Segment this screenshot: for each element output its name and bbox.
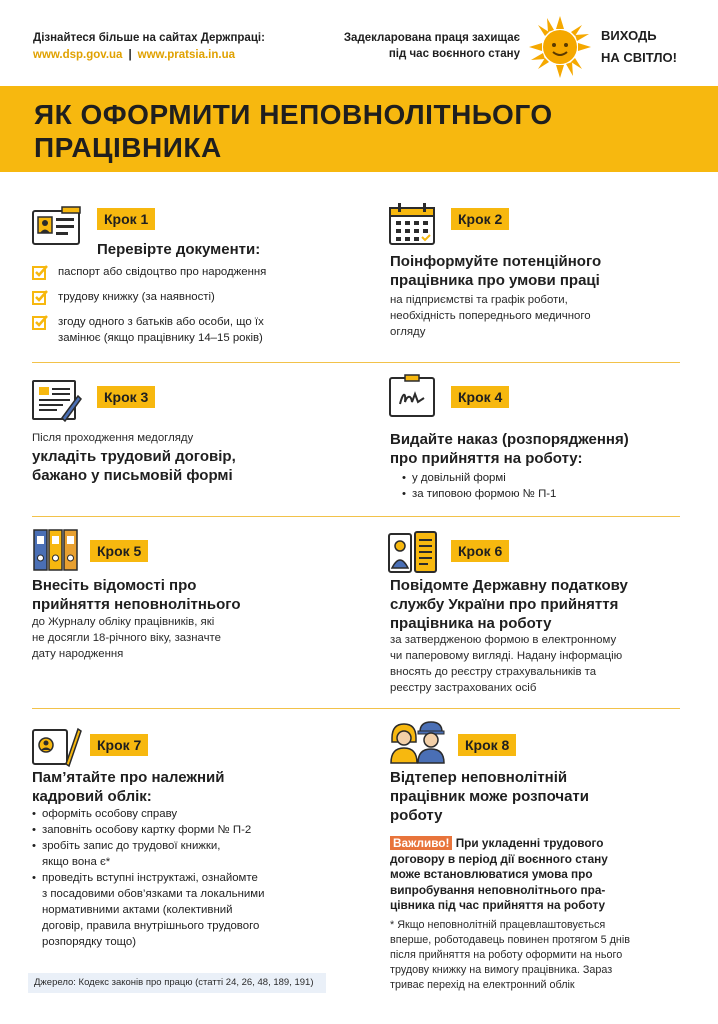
learn-more-text: Дізнайтеся більше на сайтах Держпраці: bbox=[33, 32, 265, 44]
step3-heading-line-1: укладіть трудовий договір, bbox=[32, 448, 236, 465]
step6-text-line-3: вносять до реєстру страхувальників та bbox=[390, 666, 597, 678]
list-item: • за типовою формою № П-1 bbox=[402, 486, 556, 502]
footnote-line-4: трудову книжку на вимогу працівника. Зараз bbox=[390, 964, 613, 976]
step7-heading bbox=[32, 768, 332, 806]
footnote-line-2: вперше, роботодавець повинен протягом 5 днів bbox=[390, 934, 631, 946]
step8-heading bbox=[390, 768, 690, 825]
step4-heading-line-1: Видайте наказ (розпорядження) bbox=[390, 431, 629, 448]
step3-heading-line-2: бажано у письмовій формі bbox=[32, 467, 233, 484]
step2-badge: Крок 2 bbox=[451, 208, 509, 230]
step6-heading-line-3: працівника на роботу bbox=[390, 615, 552, 632]
step8-warning-line-3: може встановлюватися умова про bbox=[390, 867, 593, 881]
step5-heading-line-1: Внесіть відомості про bbox=[32, 577, 197, 594]
step1-item-3-cont: замінює (якщо працівнику 14–15 років) bbox=[58, 332, 263, 344]
list-item bbox=[32, 870, 332, 950]
step5-heading bbox=[32, 576, 332, 614]
calendar-icon bbox=[388, 202, 438, 246]
step6-heading bbox=[390, 576, 700, 633]
list-item bbox=[32, 838, 332, 870]
footnote-line-3: після прийняття на роботу оформити на нього bbox=[390, 949, 623, 961]
step8-warning-line-1: При укладенні трудового bbox=[455, 836, 604, 850]
profile-pen-icon bbox=[32, 724, 82, 768]
step8-badge: Крок 8 bbox=[458, 734, 516, 756]
step1-item-2: трудову книжку (за наявності) bbox=[58, 291, 215, 303]
id-card-icon bbox=[32, 206, 82, 250]
slogan-line-2: під час воєнного стану bbox=[388, 48, 520, 60]
step8-footnote bbox=[390, 918, 710, 993]
footnote-line-1: * Якщо неповнолітній працевлаштовується bbox=[390, 919, 606, 931]
list-item: • заповніть особову картку форми № П-2 bbox=[32, 822, 332, 838]
source-note: Джерело: Кодекс законів про працю (статті 24, 26, 48, 189, 191) bbox=[28, 973, 326, 993]
sun-logo-icon bbox=[527, 14, 593, 80]
step7-heading-line-2: кадровий облік: bbox=[32, 788, 152, 805]
step3-badge: Крок 3 bbox=[97, 386, 155, 408]
step4-badge: Крок 4 bbox=[451, 386, 509, 408]
step7-item-4-cont-2: нормативними актами (колективний bbox=[42, 904, 233, 916]
list-item bbox=[32, 264, 332, 280]
step2-text-line-3: огляду bbox=[390, 326, 426, 338]
step4-heading bbox=[390, 430, 700, 468]
title-line-1: ЯК ОФОРМИТИ НЕПОВНОЛІТНЬОГО bbox=[34, 99, 553, 130]
step7-item-4: проведіть вступні інструктажі, ознайомте bbox=[42, 872, 258, 884]
footnote-line-5: триває перехід на електронний облік bbox=[390, 979, 575, 991]
step7-list bbox=[32, 806, 332, 950]
step6-heading-line-2: службу України про прийняття bbox=[390, 596, 619, 613]
step4-heading-line-2: про прийняття на роботу: bbox=[390, 450, 583, 467]
step6-text-line-1: за затвердженою формою в електронному bbox=[390, 634, 617, 646]
step3-heading bbox=[32, 447, 332, 485]
step5-heading-line-2: прийняття неповнолітнього bbox=[32, 596, 241, 613]
two-workers-icon bbox=[388, 718, 446, 764]
step7-item-3-cont: якщо вона є* bbox=[42, 856, 111, 868]
step5-text-line-2: не досягли 18-річного віку, зазначте bbox=[32, 632, 221, 644]
step5-text bbox=[32, 614, 332, 662]
checkbox-icon bbox=[32, 289, 48, 305]
step8-warning bbox=[390, 836, 690, 914]
important-label: Важливо! bbox=[390, 836, 452, 850]
document-pen-icon bbox=[32, 378, 82, 422]
step1-item-1: паспорт або свідоцтво про народження bbox=[58, 266, 267, 278]
step5-badge: Крок 5 bbox=[90, 540, 148, 562]
step2-heading-line-1: Поінформуйте потенційного bbox=[390, 253, 602, 270]
step7-badge: Крок 7 bbox=[90, 734, 148, 756]
step6-text-line-4: реєстру застрахованих осіб bbox=[390, 682, 537, 694]
step6-heading-line-1: Повідомте Державну податкову bbox=[390, 577, 628, 594]
divider bbox=[32, 362, 680, 363]
step7-heading-line-1: Пам’ятайте про належний bbox=[32, 769, 225, 786]
step4-list bbox=[402, 470, 556, 502]
list-item bbox=[32, 289, 332, 305]
step8-warning-line-5: цівника під час прийняття на роботу bbox=[390, 898, 606, 912]
step7-item-3: зробіть запис до трудової книжки, bbox=[42, 840, 221, 852]
checkbox-icon bbox=[32, 314, 48, 330]
step8-heading-line-1: Відтепер неповнолітній bbox=[390, 769, 568, 786]
step8-warning-line-4: випробування неповнолітнього пра- bbox=[390, 882, 606, 897]
worker-form-icon bbox=[388, 530, 438, 574]
checkbox-icon bbox=[32, 264, 48, 280]
step2-text bbox=[390, 292, 690, 340]
list-item: • оформіть особову справу bbox=[32, 806, 332, 822]
step5-text-line-1: до Журналу обліку працівників, які bbox=[32, 616, 215, 628]
step6-badge: Крок 6 bbox=[451, 540, 509, 562]
list-item: • у довільній формі bbox=[402, 470, 556, 486]
step2-heading bbox=[390, 252, 690, 290]
step6-text-line-2: чи паперовому вигляді. Надану інформацію bbox=[390, 650, 623, 662]
link-pratsia[interactable]: www.pratsia.in.ua bbox=[137, 49, 236, 61]
brand-line-2: НА СВІТЛО! bbox=[601, 50, 677, 65]
step8-warning-line-2: договору в період дії воєнного стану bbox=[390, 851, 608, 866]
slogan-line-1: Задекларована праця захищає bbox=[343, 32, 520, 44]
list-item bbox=[32, 314, 332, 346]
step8-heading-line-2: працівник може розпочати bbox=[390, 788, 589, 805]
link-dsp[interactable]: www.dsp.gov.ua bbox=[33, 49, 123, 61]
step2-heading-line-2: працівника про умови праці bbox=[390, 272, 600, 289]
step7-item-4-cont-1: з посадовими обов’язками та локальними bbox=[42, 888, 265, 900]
divider bbox=[32, 708, 680, 709]
step2-text-line-2: необхідність попереднього медичного bbox=[390, 310, 591, 322]
page-header bbox=[0, 0, 718, 86]
brand-line-1: ВИХОДЬ bbox=[601, 28, 657, 43]
step1-item-3: згоду одного з батьків або особи, що їх bbox=[58, 316, 264, 328]
step5-text-line-3: дату народження bbox=[32, 648, 124, 660]
step7-item-4-cont-4: розпорядку тощо) bbox=[42, 936, 137, 948]
page-title bbox=[34, 98, 553, 164]
binders-icon bbox=[32, 528, 82, 572]
info-links bbox=[33, 30, 265, 64]
signature-board-icon bbox=[388, 374, 438, 418]
step7-item-4-cont-3: договір, правила внутрішнього трудового bbox=[42, 920, 260, 932]
step1-badge: Крок 1 bbox=[97, 208, 155, 230]
step8-heading-line-3: роботу bbox=[390, 807, 443, 824]
step2-text-line-1: на підприємстві та графік роботи, bbox=[390, 294, 568, 306]
brand-text bbox=[601, 25, 677, 69]
step6-text bbox=[390, 632, 710, 696]
slogan bbox=[306, 30, 520, 62]
step3-text: Після проходження медогляду bbox=[32, 432, 194, 444]
link-separator: | bbox=[128, 49, 132, 61]
title-line-2: ПРАЦІВНИКА bbox=[34, 132, 222, 163]
divider bbox=[32, 516, 680, 517]
step1-checklist bbox=[32, 264, 332, 355]
title-banner bbox=[0, 86, 718, 172]
step1-heading: Перевірте документи: bbox=[97, 241, 261, 258]
